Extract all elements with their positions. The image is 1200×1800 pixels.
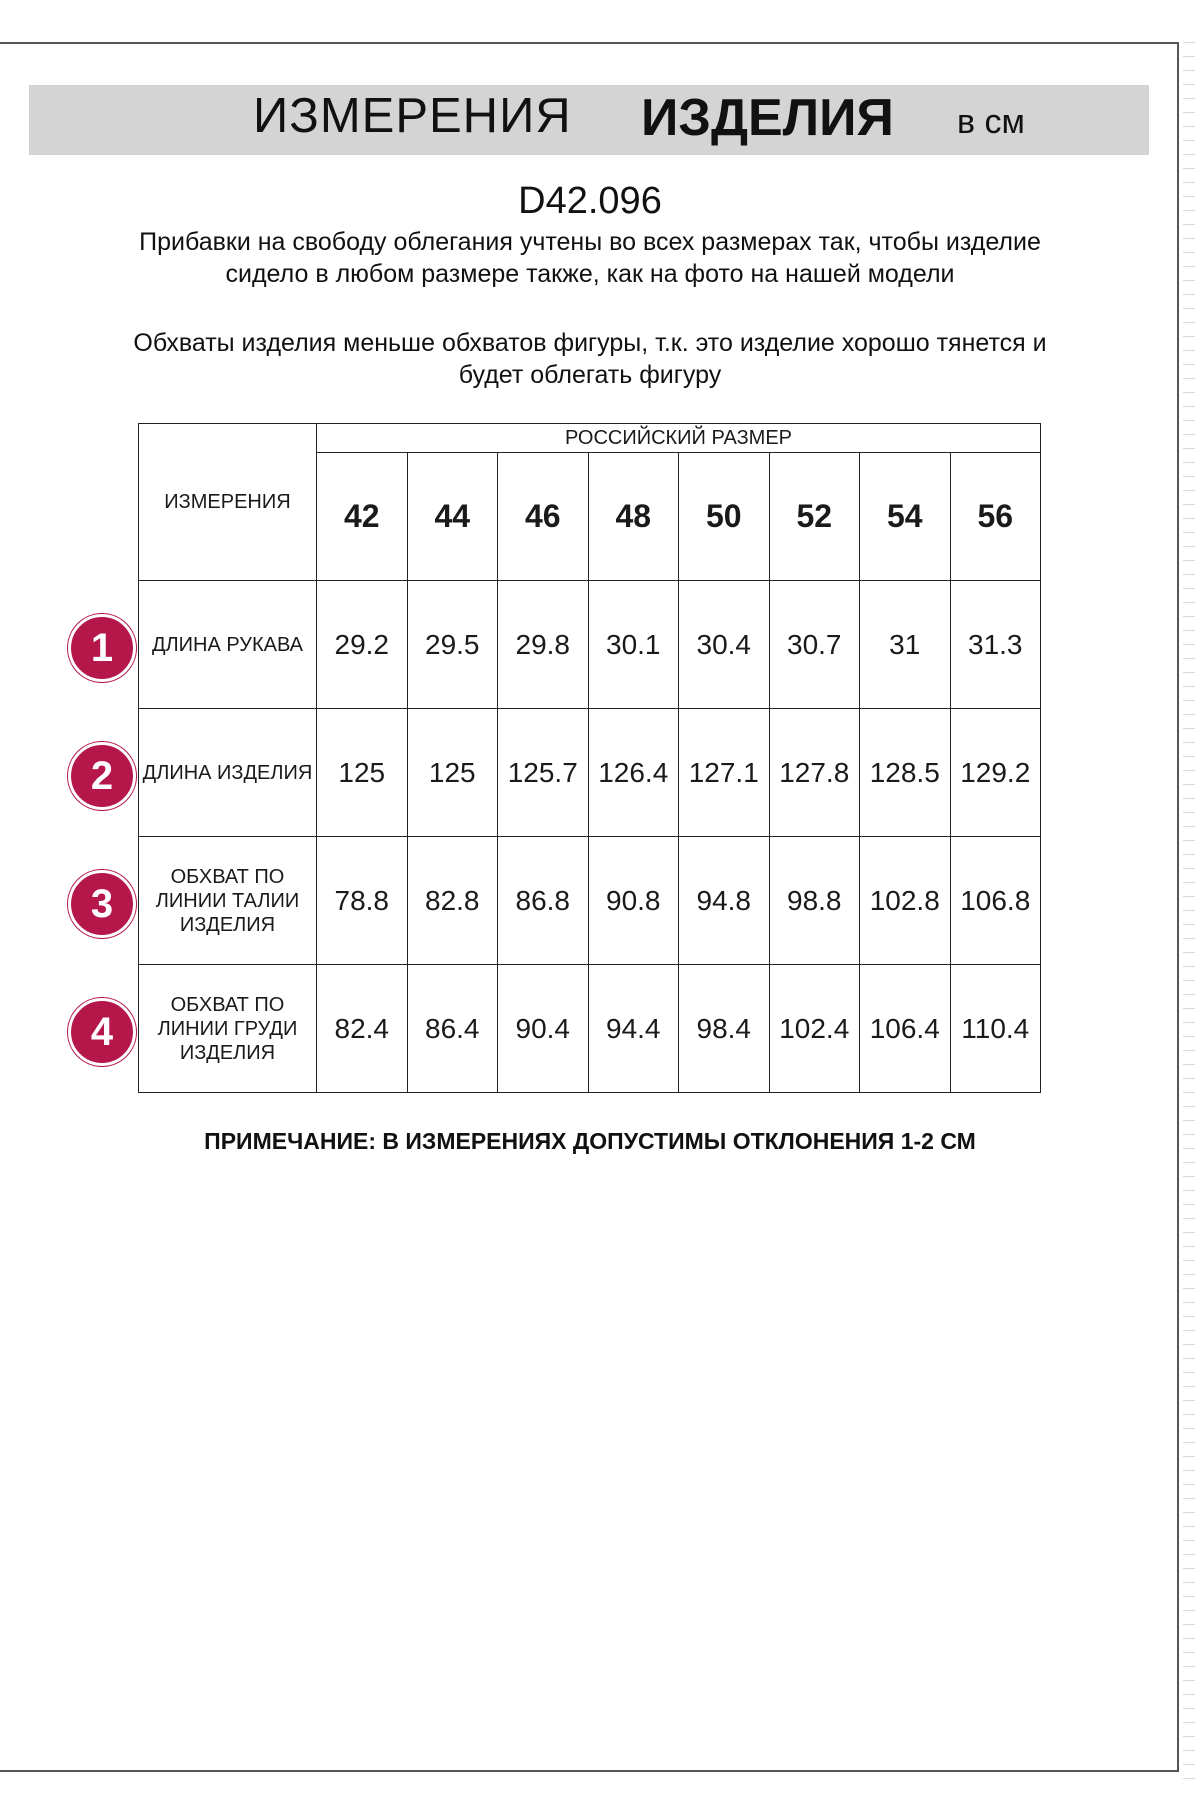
table-row bbox=[139, 837, 1041, 965]
table-cell: 82.4 bbox=[317, 965, 408, 1093]
row-label: ДЛИНА РУКАВА bbox=[139, 581, 317, 709]
row-number-badge: 2 bbox=[68, 742, 136, 810]
table-cell: 128.5 bbox=[860, 709, 951, 837]
description-fit: Прибавки на свободу облегания учтены во всех размерах так, чтобы изделие сидело в любом размере также, как на фото на нашей модели bbox=[139, 228, 1041, 288]
size-header: 42 bbox=[317, 453, 408, 581]
row-label: ДЛИНА ИЗДЕЛИЯ bbox=[139, 709, 317, 837]
row-number-badge: 1 bbox=[68, 614, 136, 682]
table-cell: 90.8 bbox=[588, 837, 679, 965]
table-cell: 31.3 bbox=[950, 581, 1041, 709]
row-number-badge: 3 bbox=[68, 870, 136, 938]
table-cell: 106.8 bbox=[950, 837, 1041, 965]
table-cell: 31 bbox=[860, 581, 951, 709]
table-cell: 86.4 bbox=[407, 965, 498, 1093]
size-header: 54 bbox=[860, 453, 951, 581]
table-cell: 90.4 bbox=[498, 965, 589, 1093]
size-table bbox=[138, 423, 1041, 1093]
table-cell: 129.2 bbox=[950, 709, 1041, 837]
size-header: 46 bbox=[498, 453, 589, 581]
table-cell: 94.4 bbox=[588, 965, 679, 1093]
row-label: ОБХВАТ ПО ЛИНИИ ГРУДИ ИЗДЕЛИЯ bbox=[139, 965, 317, 1093]
table-cell: 30.7 bbox=[769, 581, 860, 709]
size-header: 56 bbox=[950, 453, 1041, 581]
table-cell: 102.8 bbox=[860, 837, 951, 965]
title-regular: ИЗМЕРЕНИЯ bbox=[253, 89, 572, 143]
title-bold: ИЗДЕЛИЯ bbox=[641, 89, 894, 147]
tolerance-note: ПРИМЕЧАНИЕ: В ИЗМЕРЕНИЯХ ДОПУСТИМЫ ОТКЛОНЕНИЯ 1-2 СМ bbox=[204, 1128, 976, 1154]
table-cell: 125 bbox=[317, 709, 408, 837]
table-cell: 125 bbox=[407, 709, 498, 837]
table-cell: 98.8 bbox=[769, 837, 860, 965]
table-row bbox=[139, 709, 1041, 837]
table-cell: 127.8 bbox=[769, 709, 860, 837]
unit-label: в см bbox=[957, 103, 1025, 141]
table-cell: 29.5 bbox=[407, 581, 498, 709]
table-cell: 30.4 bbox=[679, 581, 770, 709]
table-cell: 29.2 bbox=[317, 581, 408, 709]
table-row bbox=[139, 965, 1041, 1093]
table-cell: 126.4 bbox=[588, 709, 679, 837]
description-stretch: Обхваты изделия меньше обхватов фигуры, т.к. это изделие хорошо тянется и будет облегать фигуру bbox=[133, 329, 1047, 389]
size-header: 44 bbox=[407, 453, 498, 581]
table-cell: 94.8 bbox=[679, 837, 770, 965]
row-label: ОБХВАТ ПО ЛИНИИ ТАЛИИ ИЗДЕЛИЯ bbox=[139, 837, 317, 965]
table-cell: 98.4 bbox=[679, 965, 770, 1093]
table-cell: 102.4 bbox=[769, 965, 860, 1093]
table-cell: 82.8 bbox=[407, 837, 498, 965]
table-cell: 110.4 bbox=[950, 965, 1041, 1093]
size-group-header: РОССИЙСКИЙ РАЗМЕР bbox=[317, 424, 1041, 453]
table-cell: 86.8 bbox=[498, 837, 589, 965]
article-number: D42.096 bbox=[518, 180, 662, 222]
measure-header: ИЗМЕРЕНИЯ bbox=[139, 424, 317, 581]
row-number-badge: 4 bbox=[68, 998, 136, 1066]
edge-ruler bbox=[1183, 42, 1195, 1782]
size-header: 50 bbox=[679, 453, 770, 581]
table-cell: 29.8 bbox=[498, 581, 589, 709]
table-cell: 127.1 bbox=[679, 709, 770, 837]
size-header: 52 bbox=[769, 453, 860, 581]
size-header: 48 bbox=[588, 453, 679, 581]
table-row bbox=[139, 581, 1041, 709]
table-cell: 106.4 bbox=[860, 965, 951, 1093]
table-cell: 78.8 bbox=[317, 837, 408, 965]
table-cell: 125.7 bbox=[498, 709, 589, 837]
table-cell: 30.1 bbox=[588, 581, 679, 709]
